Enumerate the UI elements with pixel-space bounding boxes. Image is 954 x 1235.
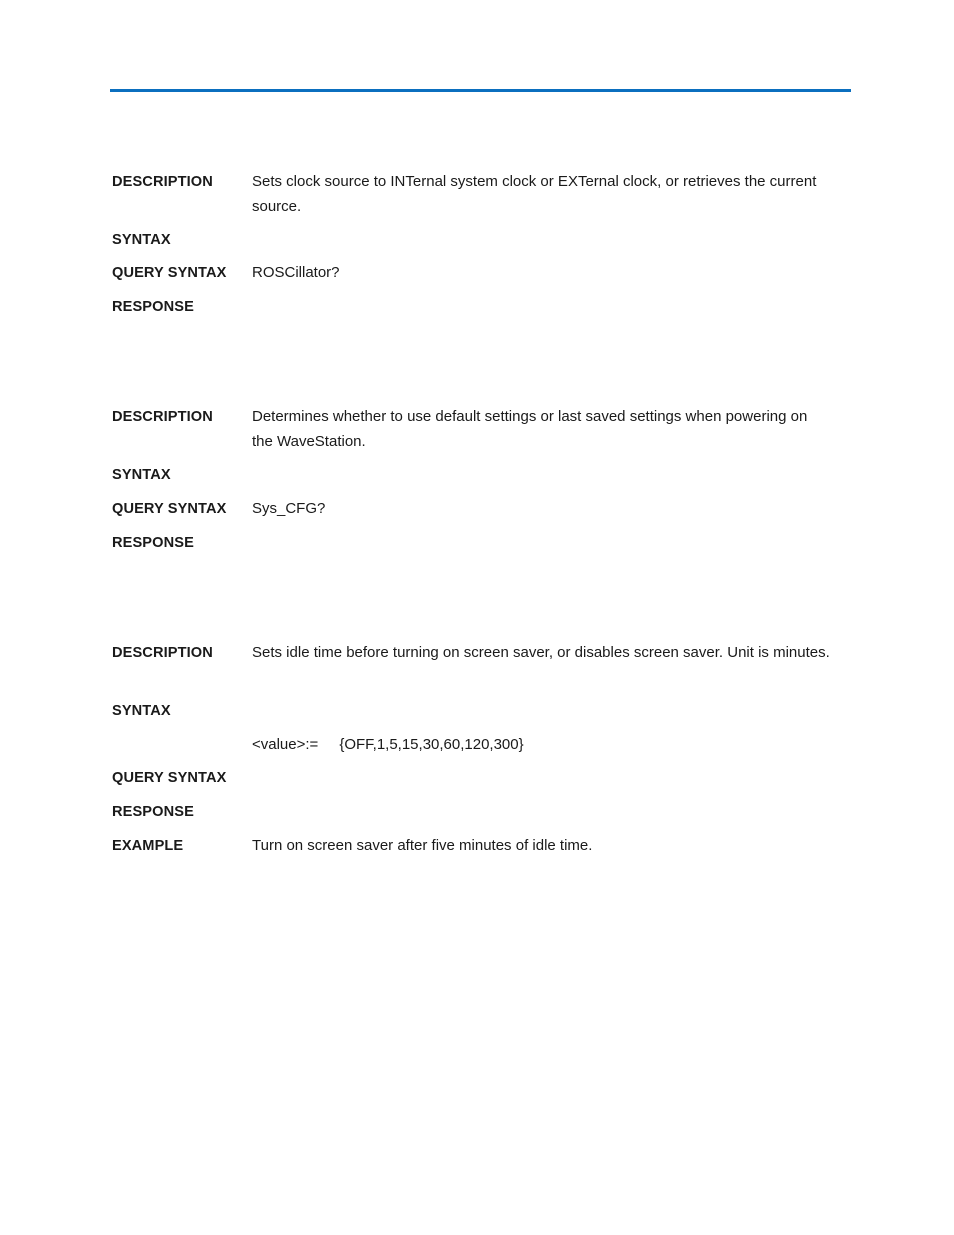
command-section-sys-cfg [112, 405, 832, 561]
query-syntax-value: ROSCillator? [252, 264, 340, 281]
query-syntax-value: Sys_CFG? [252, 500, 326, 517]
response-row [112, 531, 832, 561]
query-syntax-label: QUERY SYNTAX [112, 501, 227, 517]
description-label: DESCRIPTION [112, 174, 213, 190]
syntax-row [112, 699, 832, 733]
description-label: DESCRIPTION [112, 645, 213, 661]
response-label: RESPONSE [112, 299, 194, 315]
example-label: EXAMPLE [112, 838, 184, 854]
response-row [112, 295, 832, 325]
description-row [112, 405, 832, 463]
example-text: Turn on screen saver after five minutes of idle time. [252, 837, 593, 854]
query-syntax-row [112, 497, 832, 531]
syntax-row [112, 463, 832, 497]
value-definition-row [112, 733, 832, 766]
description-text: Determines whether to use default settings or last saved settings when powering on the WaveStation. [252, 408, 808, 450]
syntax-label: SYNTAX [112, 232, 171, 248]
description-text: Sets idle time before turning on screen saver, or disables screen saver. Unit is minutes. [252, 644, 830, 661]
query-syntax-label: QUERY SYNTAX [112, 265, 227, 281]
value-name: <value>:= [252, 736, 319, 753]
syntax-label: SYNTAX [112, 703, 171, 719]
syntax-label: SYNTAX [112, 467, 171, 483]
value-definition [252, 733, 832, 758]
query-syntax-label: QUERY SYNTAX [112, 770, 227, 786]
description-row [112, 170, 832, 228]
value-options: {OFF,1,5,15,30,60,120,300} [339, 736, 524, 753]
description-text: Sets clock source to INTernal system clock or EXTernal clock, or retrieves the current source. [252, 173, 817, 215]
command-section-roscillator [112, 170, 832, 325]
syntax-row [112, 228, 832, 261]
command-section-screen-saver [112, 641, 832, 864]
response-label: RESPONSE [112, 535, 194, 551]
description-row [112, 641, 832, 699]
query-syntax-row [112, 261, 832, 295]
query-syntax-row [112, 766, 832, 800]
response-row [112, 800, 832, 834]
response-label: RESPONSE [112, 804, 194, 820]
header-rule [110, 89, 851, 92]
description-label: DESCRIPTION [112, 409, 213, 425]
example-row [112, 834, 832, 864]
